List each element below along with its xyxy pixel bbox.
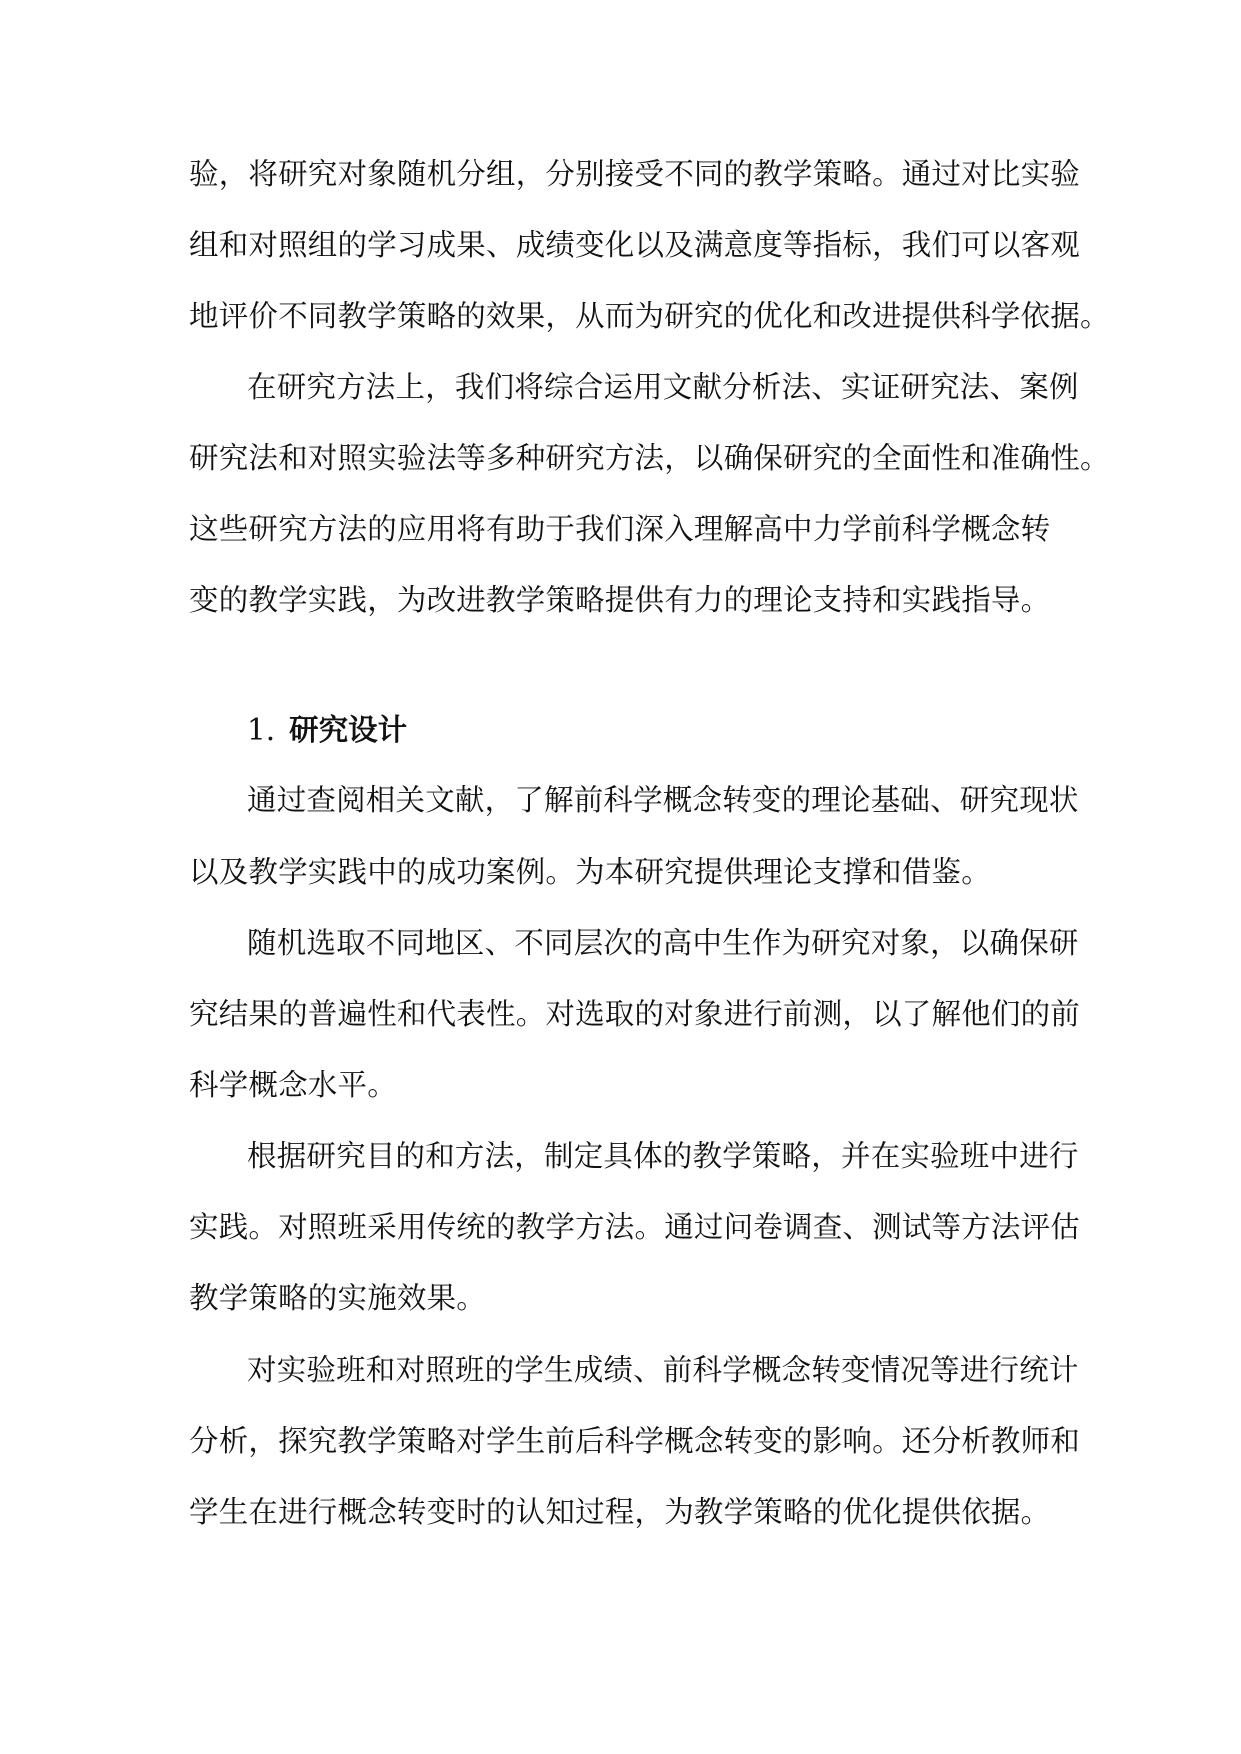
section-title: 研究设计 bbox=[289, 712, 408, 747]
section-heading bbox=[247, 706, 407, 754]
paragraph-line: 组和对照组的学习成果、成绩变化以及满意度等指标，我们可以客观 bbox=[189, 228, 1081, 262]
section-number: 1. bbox=[247, 713, 276, 747]
paragraph-line: 教学策略的实施效果。 bbox=[189, 1281, 487, 1315]
paragraph-line: 在研究方法上，我们将综合运用文献分析法、实证研究法、案例 bbox=[247, 370, 1079, 404]
paragraph-line: 这些研究方法的应用将有助于我们深入理解高中力学前科学概念转 bbox=[189, 512, 1051, 546]
paragraph-line: 分析，探究教学策略对学生前后科学概念转变的影响。还分析教师和 bbox=[189, 1424, 1081, 1458]
paragraph-line: 究结果的普遍性和代表性。对选取的对象进行前测，以了解他们的前 bbox=[189, 997, 1081, 1031]
paragraph-line: 随机选取不同地区、不同层次的高中生作为研究对象，以确保研 bbox=[247, 926, 1079, 960]
paragraph-line: 科学概念水平。 bbox=[189, 1068, 397, 1102]
paragraph-line: 通过查阅相关文献，了解前科学概念转变的理论基础、研究现状 bbox=[247, 783, 1079, 817]
paragraph-line: 研究法和对照实验法等多种研究方法，以确保研究的全面性和准确性。 bbox=[189, 441, 1110, 475]
paragraph-line: 以及教学实践中的成功案例。为本研究提供理论支撑和借鉴。 bbox=[189, 855, 991, 889]
paragraph-line: 地评价不同教学策略的效果，从而为研究的优化和改进提供科学依据。 bbox=[189, 299, 1110, 333]
paragraph-line: 变的教学实践，为改进教学策略提供有力的理论支持和实践指导。 bbox=[189, 583, 1051, 617]
paragraph-line: 验，将研究对象随机分组，分别接受不同的教学策略。通过对比实验 bbox=[189, 157, 1081, 191]
paragraph-line: 对实验班和对照班的学生成绩、前科学概念转变情况等进行统计 bbox=[247, 1353, 1079, 1387]
paragraph-line: 实践。对照班采用传统的教学方法。通过问卷调查、测试等方法评估 bbox=[189, 1210, 1081, 1244]
paragraph-line: 学生在进行概念转变时的认知过程，为教学策略的优化提供依据。 bbox=[189, 1495, 1051, 1529]
paragraph-line: 根据研究目的和方法，制定具体的教学策略，并在实验班中进行 bbox=[247, 1139, 1079, 1173]
